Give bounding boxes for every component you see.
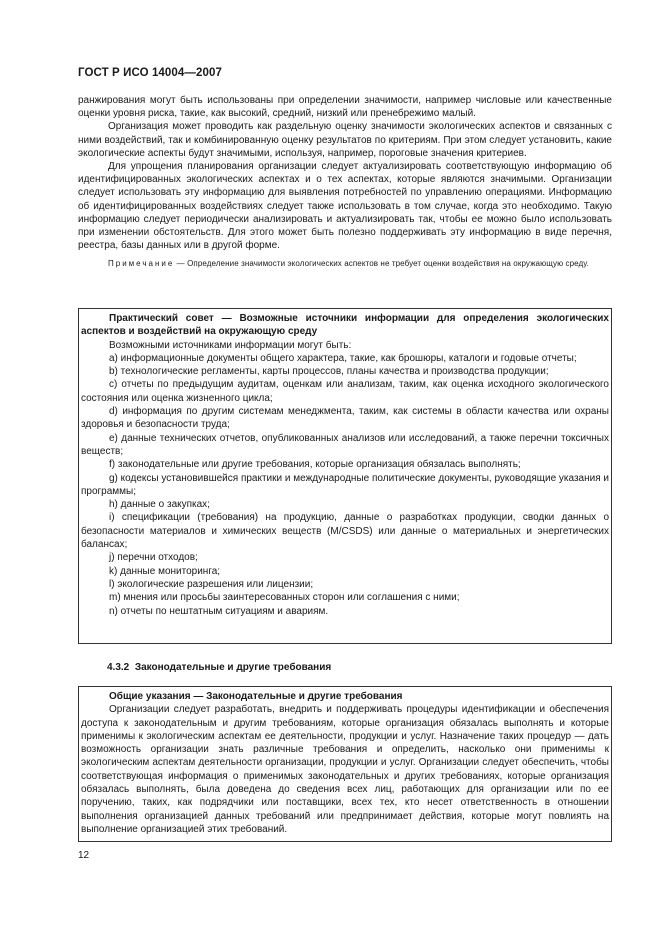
list-item: f) законодательные или другие требования, которые организация обязалась выполнять; <box>109 459 521 471</box>
list-item: j) перечни отходов; <box>109 552 198 564</box>
note <box>78 258 612 269</box>
section-title: Законодательные и другие требования <box>134 662 332 673</box>
paragraph: Организация может проводить как раздельную оценку значимости экологических аспектов и связанных с ними воздействий, так и комбинированную оценку результатов по критериям. При этом следует установить, какие экологические аспекты будут значимыми, используя, например, пороговые значения критериев. <box>78 121 612 159</box>
advice-intro: Возможными источниками информации могут быть: <box>109 339 352 351</box>
practical-advice-box <box>78 308 612 644</box>
advice-box-title: Практический совет — Возможные источники информации для определения экологических аспектов и воздействий на окружающую среду <box>81 313 609 338</box>
section-heading <box>107 662 331 673</box>
general-box-title: Общие указания — Законодательные и другие требования <box>109 691 403 702</box>
list-item: a) информационные документы общего характера, такие, как брошюры, каталоги и годовые отчеты; <box>109 352 577 364</box>
section-number: 4.3.2 <box>107 662 130 673</box>
paragraph: ранжирования могут быть использованы при определении значимости, например числовые или качественные оценки уровня риска, такие, как высокий, средний, низкий или пренебрежимо малый. <box>78 95 612 120</box>
note-text: — Определение значимости экологических аспектов не требует оценки воздействия на окружающую среду. <box>176 259 589 269</box>
list-item: i) спецификации (требования) на продукцию, данные о разработках продукции, сводки данных о безопасности материалов и химических веществ (M/CSDS) или данные о материальных и энергетических балансах; <box>81 512 609 551</box>
page-number: 12 <box>78 850 90 861</box>
document-header: ГОСТ Р ИСО 14004—2007 <box>78 67 223 79</box>
list-item: l) экологические разрешения или лицензии; <box>109 578 314 590</box>
list-item: n) отчеты по нештатным ситуациям и авариям. <box>109 605 329 617</box>
general-box-text: Организации следует разработать, внедрить и поддерживать процедуры идентификации и обеспечения доступа к законодательным и другим требованиям, которые организация обязалась выполнять и которые применимы к экологическим аспектам ее деятельности, продукции и услуг. Назначение таких процедур — дать возможность организации знать различные требования и определить, насколько они применимы к экологическим аспектам деятельности организации, продукции и услуг. Организации следует обеспечить, чтобы соответствующая информация о применимых законодательных и других требованиях, которые организация обязалась выполнять, была доведена до сведения всех лиц, работающих для организации или по ее поручению, таких, как подрядчики или поставщики, всех тех, кто несет ответственность в отношении выполнения организацией данных требований или предпринимает действия, которые могут повлиять на выполнение организацией этих требований. <box>81 704 609 835</box>
list-item: b) технологические регламенты, карты процессов, планы качества и производства продукции; <box>109 366 549 378</box>
body-text <box>78 94 612 269</box>
paragraph: Для упрощения планирования организации следует актуализировать соответствующую информацию об идентифицированных экологических аспектах и о тех аспектах, которые являются значимыми. Организации следует использовать эту информацию для выявления потребностей по управлению операциями. Информацию об идентифицированных воздействиях следует также использовать в том случае, когда это необходимо. Такую информацию следует периодически анализировать и актуализировать так, чтобы ее можно было использовать при изменении обстоятельств. Для этого может быть полезно поддерживать эту информацию в виде перечня, реестра, базы данных или в другой форме. <box>78 161 612 252</box>
list-item: e) данные технических отчетов, опубликованных анализов или исследований, а также перечни токсичных веществ; <box>81 432 609 457</box>
list-item: d) информация по другим системам менеджмента, таким, как системы в области качества или охраны здоровья и безопасности труда; <box>81 406 609 431</box>
list-item: k) данные мониторинга; <box>109 565 221 577</box>
general-guidance-box <box>78 686 612 842</box>
list-item: g) кодексы установившейся практики и международные политические документы, руководящие указания и программы; <box>81 472 609 497</box>
note-label: Примечание <box>108 259 175 269</box>
list-item: c) отчеты по предыдущим аудитам, оценкам или анализам, таким, как оценка исходного экологического состояния или оценка жизненного цикла; <box>81 379 609 404</box>
list-item: m) мнения или просьбы заинтересованных сторон или соглашения с ними; <box>109 592 460 604</box>
list-item: h) данные о закупках; <box>109 499 210 511</box>
